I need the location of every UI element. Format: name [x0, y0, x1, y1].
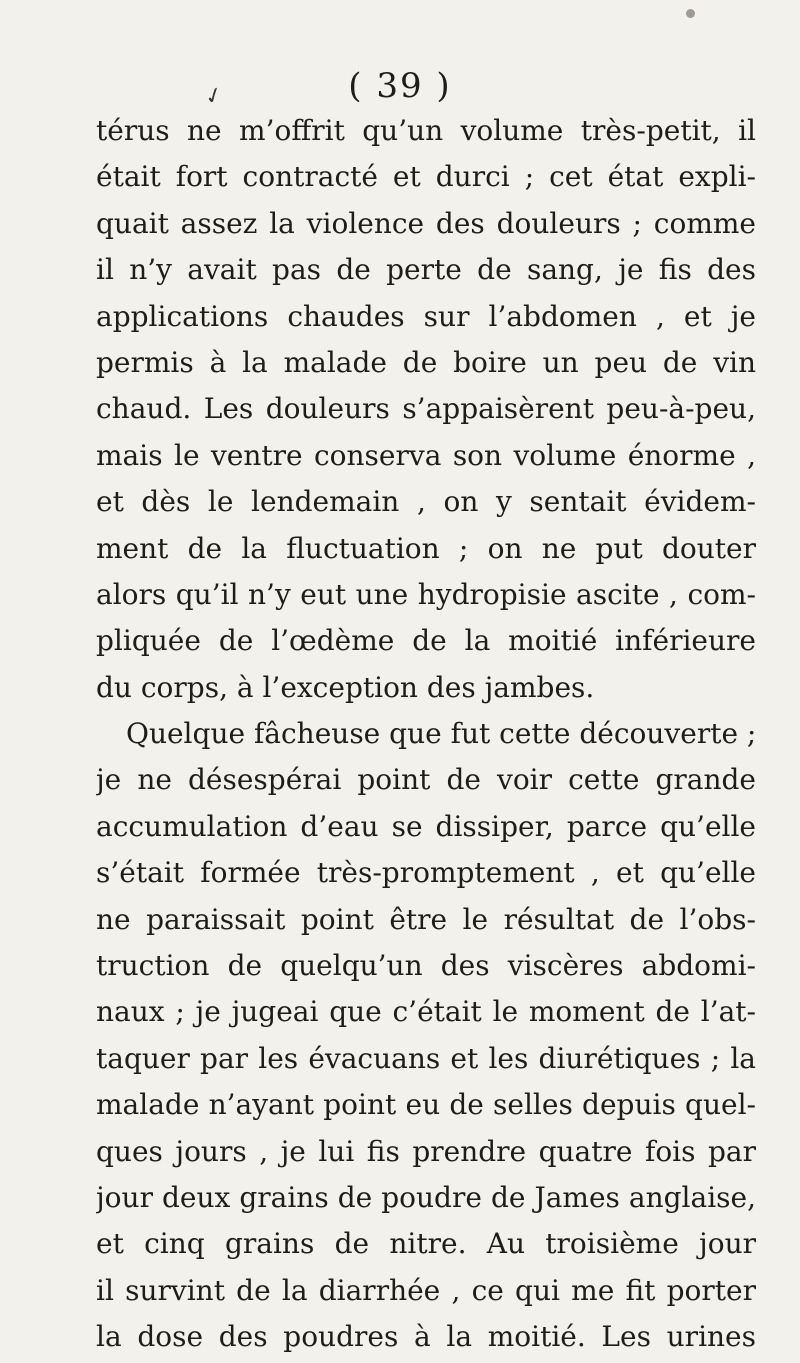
text-line: s’était formée très-promptement , et qu’elle [96, 856, 756, 890]
text-line: et cinq grains de nitre. Au troisième jour [96, 1227, 756, 1261]
text-line: pliquée de l’œdème de la moitié inférieure [96, 624, 756, 658]
text-line: il n’y avait pas de perte de sang, je fis des [96, 253, 756, 287]
text-line: taquer par les évacuans et les diurétiques ; la [96, 1041, 756, 1075]
page-body [96, 108, 756, 1361]
paragraph-start-line: Quelque fâcheuse que fut cette découverte ; [126, 717, 756, 751]
text-line: alors qu’il n’y eut une hydropisie ascite , com- [96, 577, 756, 611]
text-line: térus ne m’offrit qu’un volume très-petit, il [96, 114, 756, 147]
text-line: et dès le lendemain , on y sentait évidem- [96, 485, 756, 519]
text-line: naux ; je jugeai que c’était le moment de l’at- [96, 995, 756, 1029]
paragraph-end-line: du corps, à l’exception des jambes. [96, 670, 595, 704]
text-line: mais le ventre conserva son volume énorme , [96, 438, 756, 472]
text-line: applications chaudes sur l’abdomen , et je [96, 299, 756, 333]
text-line: je ne désespérai point de voir cette grande [96, 763, 756, 797]
text-line: était fort contracté et durci ; cet état expli- [96, 160, 756, 194]
text-line: jour deux grains de poudre de James anglaise, [96, 1180, 756, 1214]
text-line: permis à la malade de boire un peu de vin [96, 345, 756, 379]
text-line: il survint de la diarrhée , ce qui me fit porter [96, 1273, 756, 1307]
text-line: ment de la fluctuation ; on ne put douter [96, 531, 756, 565]
text-line: truction de quelqu’un des viscères abdomi- [96, 949, 756, 983]
text-line: ques jours , je lui fis prendre quatre fois par [96, 1134, 756, 1168]
page-number: ( 39 ) [348, 66, 452, 106]
text-line: la dose des poudres à la moitié. Les urines [96, 1320, 756, 1354]
text-line: chaud. Les douleurs s’appaisèrent peu-à-peu, [96, 392, 756, 426]
text-line: accumulation d’eau se dissiper, parce qu’elle [96, 809, 756, 843]
text-line: malade n’ayant point eu de selles depuis quel- [96, 1088, 756, 1122]
text-line: ne paraissait point être le résultat de l’obs- [96, 902, 756, 936]
pencil-mark: ✓ [201, 81, 228, 112]
text-line: quait assez la violence des douleurs ; comme [96, 206, 756, 240]
ink-speck [686, 9, 695, 18]
